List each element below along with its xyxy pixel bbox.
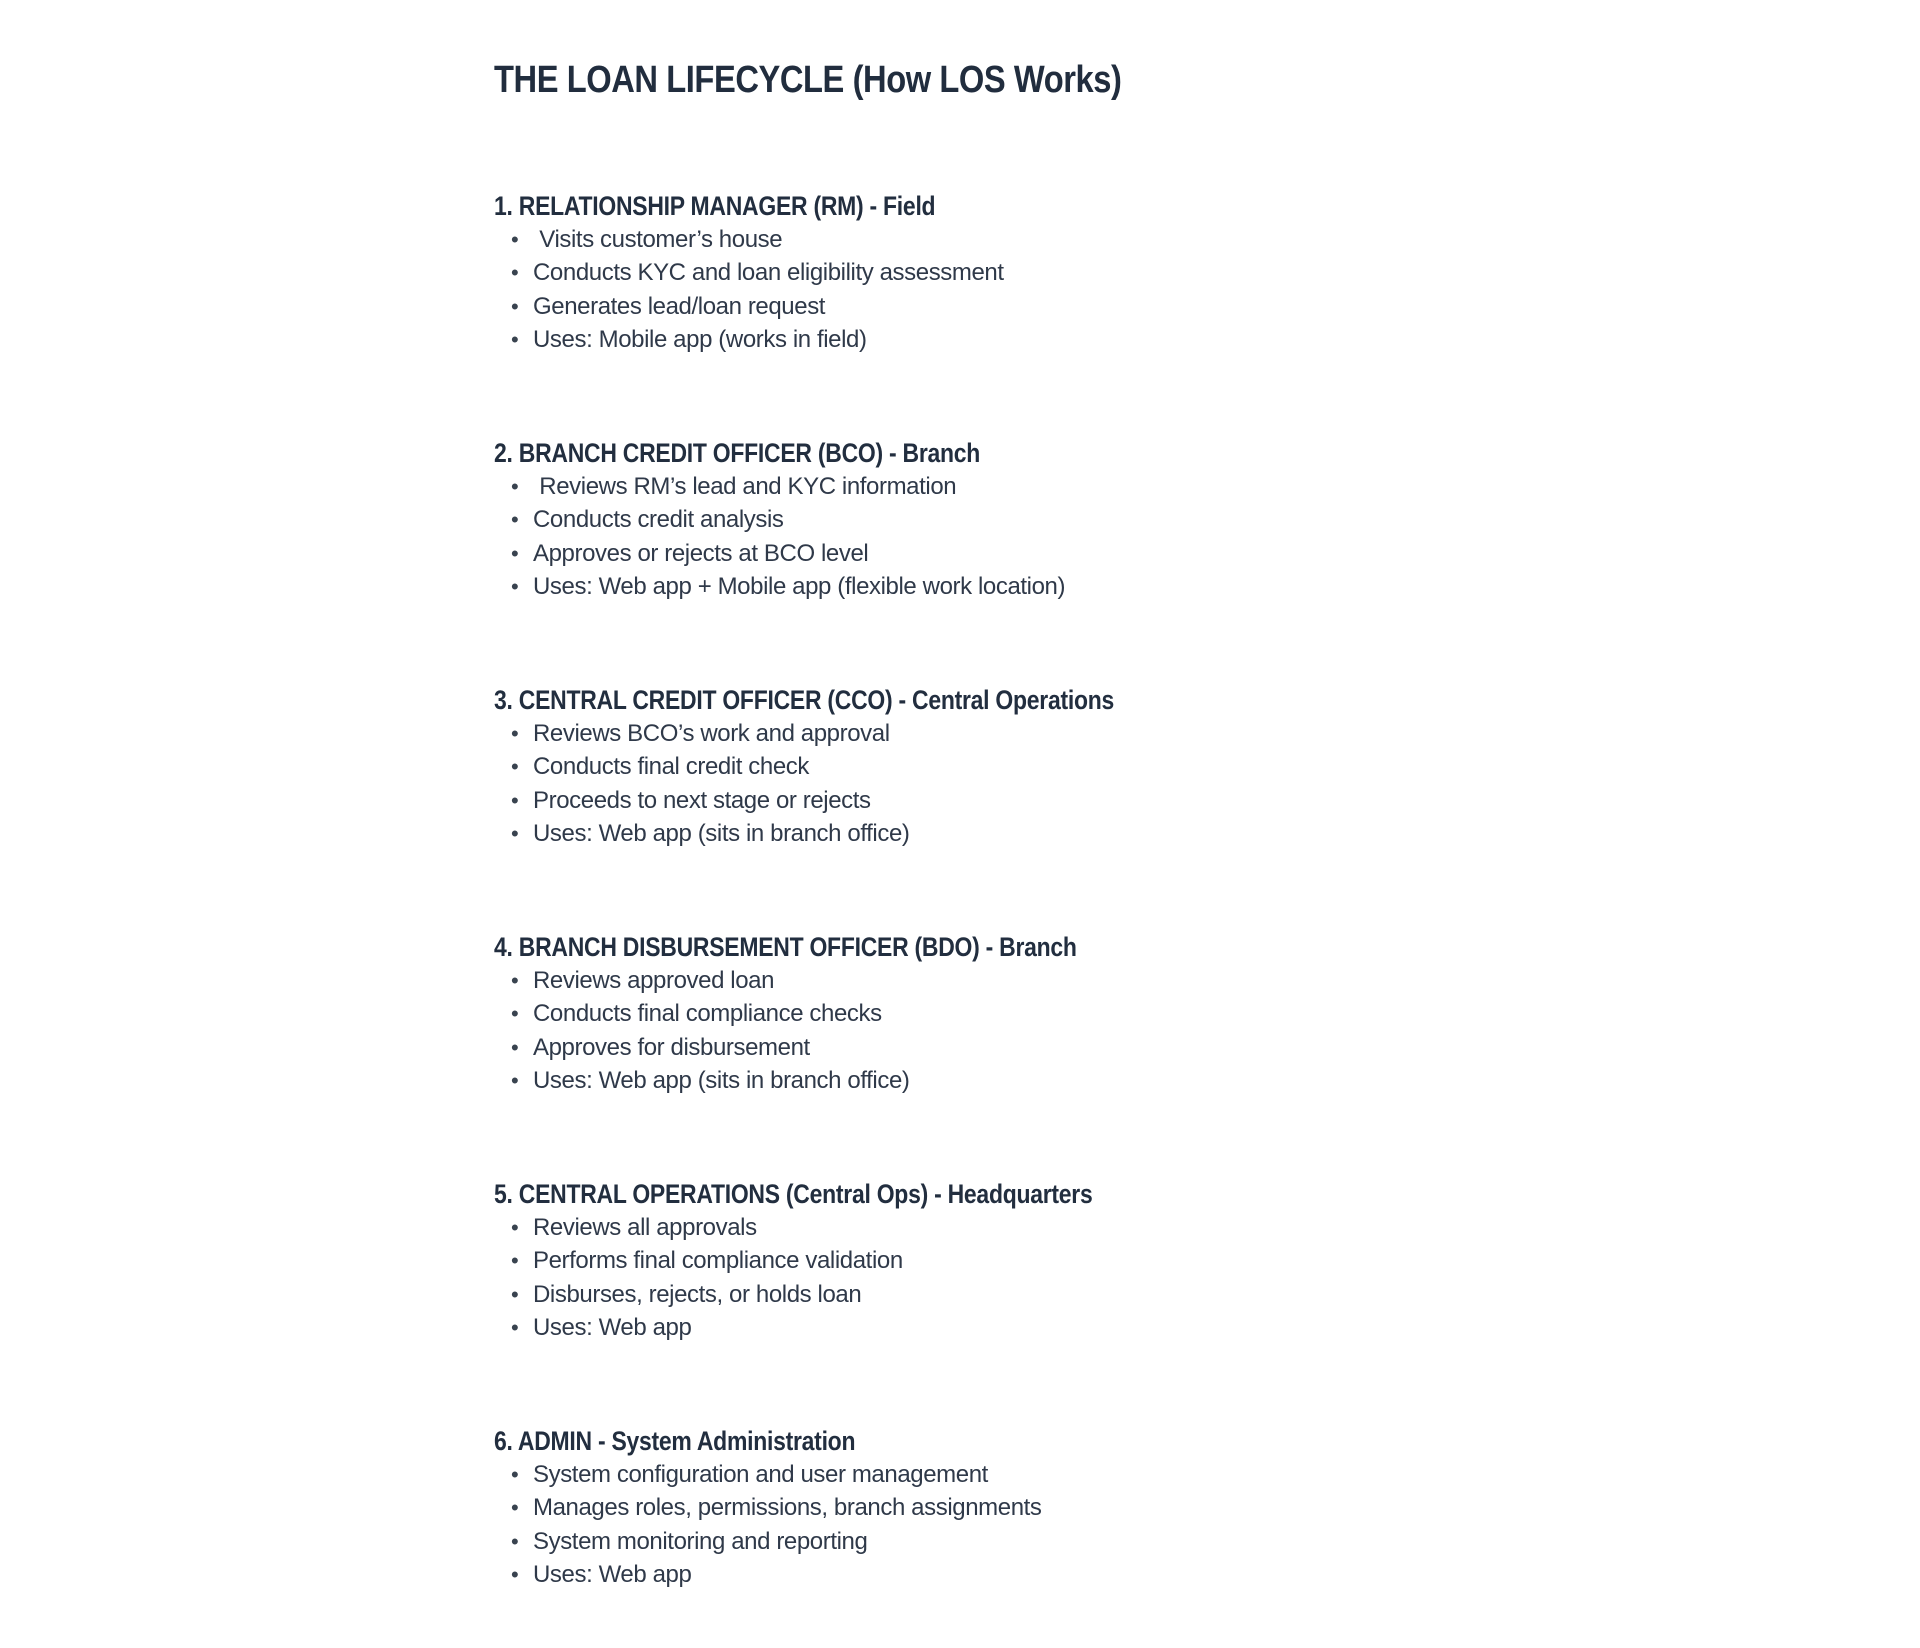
section [494,190,1594,357]
bullet-item: • Conducts KYC and loan eligibility assessment [494,256,1594,289]
bullet-item: • Approves for disbursement [494,1031,1594,1064]
bullet-item: • System monitoring and reporting [494,1525,1594,1558]
bullet-item: • Reviews BCO’s work and approval [494,717,1594,750]
section [494,1425,1594,1592]
bullet-item: • Uses: Mobile app (works in field) [494,323,1594,356]
section-heading: 4. BRANCH DISBURSEMENT OFFICER (BDO) - Branch [494,932,1077,962]
bullet-list [494,1211,1594,1345]
section-heading: 3. CENTRAL CREDIT OFFICER (CCO) - Central Operations [494,685,1115,715]
bullet-item: • Reviews all approvals [494,1211,1594,1244]
bullet-item: • Uses: Web app + Mobile app (flexible work location) [494,570,1594,603]
bullet-item: • Performs final compliance validation [494,1244,1594,1277]
bullet-item: • Uses: Web app (sits in branch office) [494,1064,1594,1097]
section-heading: 2. BRANCH CREDIT OFFICER (BCO) - Branch [494,438,981,468]
section [494,684,1594,851]
page-title: THE LOAN LIFECYCLE (How LOS Works) [494,59,1122,101]
section-heading: 5. CENTRAL OPERATIONS (Central Ops) - Headquarters [494,1179,1093,1209]
section [494,437,1594,604]
bullet-item: • System configuration and user management [494,1458,1594,1491]
bullet-item: • Proceeds to next stage or rejects [494,784,1594,817]
bullet-item: • Reviews RM’s lead and KYC information [494,470,1594,503]
bullet-list [494,223,1594,357]
section-heading: 1. RELATIONSHIP MANAGER (RM) - Field [494,191,936,221]
section [494,1178,1594,1345]
bullet-item: • Uses: Web app [494,1311,1594,1344]
bullet-item: • Approves or rejects at BCO level [494,537,1594,570]
bullet-item: • Reviews approved loan [494,964,1594,997]
bullet-item: • Visits customer’s house [494,223,1594,256]
bullet-list [494,964,1594,1098]
bullet-item: • Conducts credit analysis [494,503,1594,536]
bullet-item: • Manages roles, permissions, branch assignments [494,1491,1594,1524]
section [494,931,1594,1098]
bullet-item: • Conducts final compliance checks [494,997,1594,1030]
bullet-item: • Uses: Web app [494,1558,1594,1591]
bullet-list [494,1458,1594,1592]
bullet-list [494,470,1594,604]
bullet-item: • Uses: Web app (sits in branch office) [494,817,1594,850]
bullet-item: • Generates lead/loan request [494,290,1594,323]
bullet-list [494,717,1594,851]
section-heading: 6. ADMIN - System Administration [494,1426,856,1456]
bullet-item: • Disburses, rejects, or holds loan [494,1278,1594,1311]
bullet-item: • Conducts final credit check [494,750,1594,783]
